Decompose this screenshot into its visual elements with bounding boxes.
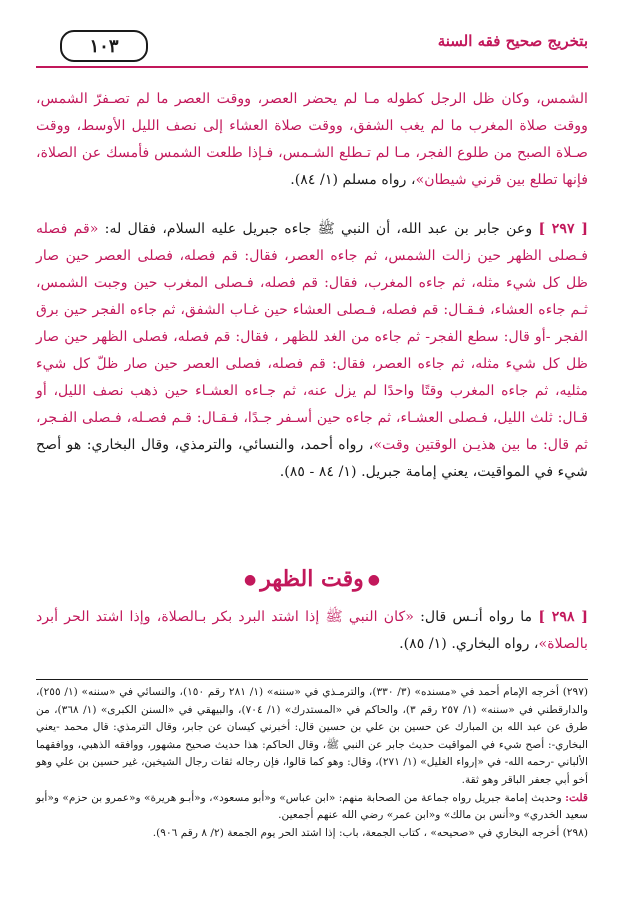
footnote-rule <box>36 679 588 680</box>
paragraph-hadith-continued <box>36 86 588 194</box>
hadith-number: [ ٢٩٧ ] <box>538 221 588 237</box>
section-title: وقت الظهر <box>260 566 364 592</box>
page-number: ١٠٣ <box>60 30 148 62</box>
footnote-text: وحديث إمامة جبريل رواه جماعة من الصحابة منهم: «ابن عباس» و«أبو مسعود»، و«أبـو هريرة» و«عمرو بن حزم» و«أبو سعيد الخدري» و«أنس بن مالك» و«ابن عمر» رضي الله عنهم أجمعين. <box>36 791 588 822</box>
page-header <box>36 26 588 78</box>
hadith-text: «قم فصله فـصلى الظهر حين زالت الشمس، ثم جاءه العصر، فقال: قم فصله، فصلى العصر حين صار ظل كل شيء مثله، ثم جاءه المغرب، فقال: قم فصله، فـصلى المغرب حين وجبت الشمس، ثـم جاءه العشاء، فـقـال: قم فصله، فـصلى العشاء حين غـاب الشفق، ثم جاءه الفجر حين برق الفجر -أو قال: سطع الفجر- ثم جاءه من الغد للظهر ، فقال: قم فصله، فصلى الظهر حين صار ظل كل شيء مثله، ثم جاءه العصر، فقال: قم فصله، فصلى العصر حين صار ظلّ كل شيء مثليه، ثم جاءه المغرب وقتًا واحدًا لم يزل عنه، ثم جـاءه العشـاء حين ذهب نصف الليل، أو قـال: ثلث الليل، فـصلى العشـاء، ثم جاءه حين أسـفر جـدًا، فـقـال: قـم فصـله، فـصلى الفـجر، ثم قال: ما بين هذيـن الوقتين وقت» <box>36 221 588 453</box>
hadith-intro: وعن جابر بن عبد الله، أن النبي ﷺ جاءه جبريل عليه السلام، فقال له: <box>98 221 539 237</box>
hadith-text: الشمس، وكان ظل الرجل كطوله مـا لم يحضر العصر، ووقت العصر ما لم تصـفرّ الشمس، ووقت صلاة المغرب ما لم يغب الشفق، ووقت صلاة العشاء إلى نصف الليل الأوسط، ووقت صـلاة الصبح من طلوع الفجر، مـا لم تـطلع الشـمس، فـإذا طلعت الشمس فأمسك عن الصلاة، فإنها تطلع بين قرني شيطان» <box>36 91 588 188</box>
footnote-297 <box>36 684 588 790</box>
note-label: قلت: <box>565 791 588 804</box>
hadith-source: ، رواه أحمد، والنسائي، والترمذي، وقال البخاري: هو أصح شيء في المواقيت، يعني إمامة جبريل. (١/ ٨٤ - ٨٥). <box>36 437 588 480</box>
footnote-text: (٢٩٨) أخرجه البخاري في «صحيحه» ، كتاب الجمعة، باب: إذا اشتد الحر يوم الجمعة (٢/ ٨ رقم ٩٠٦). <box>152 826 588 839</box>
footnote-298 <box>36 825 588 843</box>
header-rule <box>36 66 588 68</box>
bullet-icon: ● <box>367 572 380 588</box>
paragraph-hadith-298 <box>36 604 588 658</box>
footnote-text: (٢٩٧) أخرجه الإمام أحمد في «مسنده» (٣/ ٣٣٠)، والترمـذي في «سننه» (١/ ٢٨١ رقم ١٥٠)، والنسائي في «سننه» (١/ ٢٥٥)، والدارقطني في «سننه» (١/ ٢٥٧ رقم ٣)، والحاكم في «المستدرك» (١/ ٧٠٤)، والبيهقي في «السنن الكبرى» (١/ ٣٦٨)، من طرق عن عبد الله بن المبارك عن حسين بن علي بن حسين قال: أخبرني كيسان عن جابر، وقال الترمذي: قال محمد -يعني البخاري-: أصح شيء في المواقيت حديث جابر عن النبي ﷺ، وقال الحاكم: هذا حديث صحيح مشهور، ووافقه الذهبي، ووافقهما الألباني -رحمه الله- في «إرواء الغليل» (١/ ٢٧١)، وقال: وهو كما قالوا، فإن رجاله ثقات رجال الشيخين، غير حسين بن علي وهو أخو أبي جعفر الباقر وهو ثقة. <box>36 686 589 786</box>
hadith-text: «كان النبي ﷺ إذا اشتد البرد بكر بـالصلاة، وإذا اشتد الحر أبرد بالصلاة» <box>36 609 588 652</box>
hadith-number: [ ٢٩٨ ] <box>538 609 588 625</box>
hadith-source: ، رواه البخاري. (١/ ٨٥). <box>399 636 539 652</box>
footnotes <box>36 684 588 842</box>
hadith-intro: ما رواه أنـس قال: <box>413 609 539 625</box>
footnote-297-note <box>36 790 588 825</box>
running-title: بتخريج صحيح فقه السنة <box>437 32 588 50</box>
hadith-source: ، رواه مسلم (١/ ٨٤). <box>290 172 416 188</box>
paragraph-hadith-297 <box>36 216 588 486</box>
section-heading <box>36 566 588 598</box>
bullet-icon: ● <box>244 572 257 588</box>
